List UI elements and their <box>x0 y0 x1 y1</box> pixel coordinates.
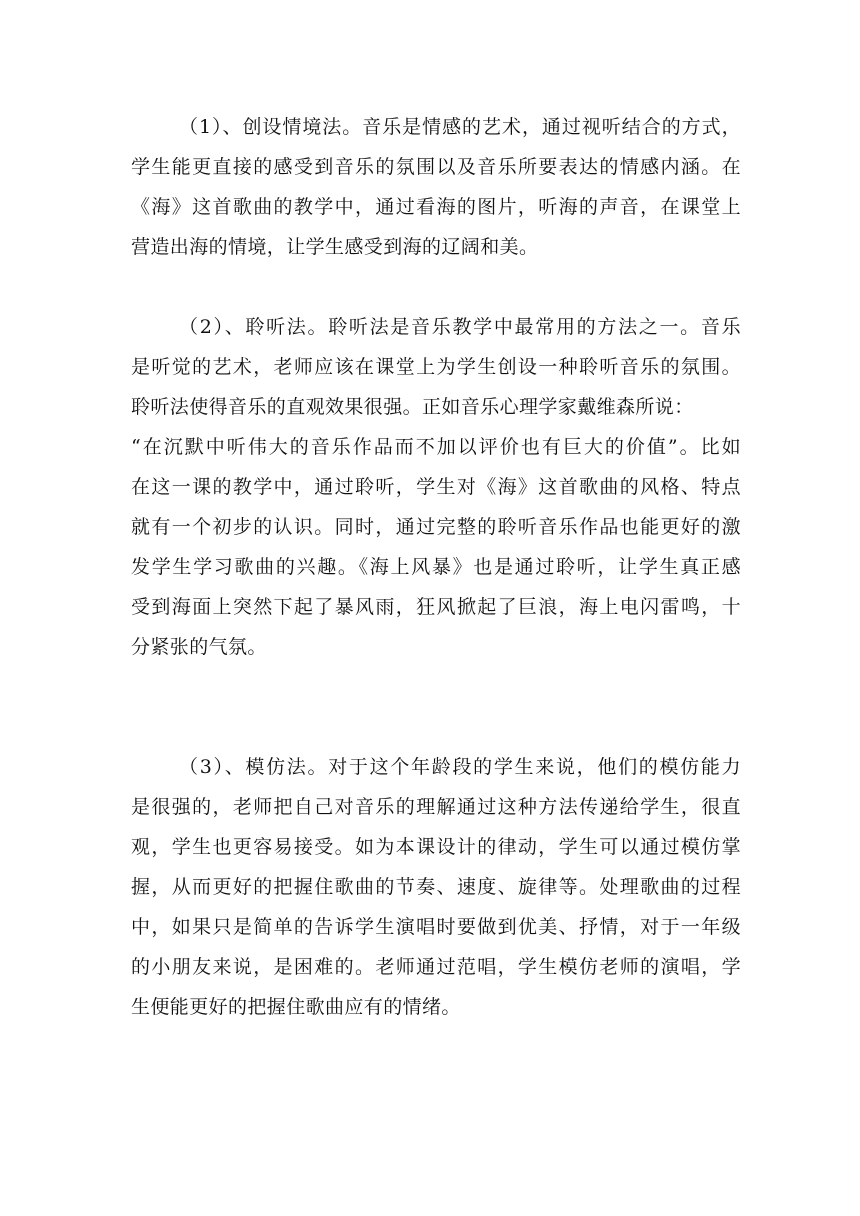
paragraph-line: 《海》这首歌曲的教学中，通过看海的图片，听海的声音，在课堂上 <box>131 196 741 218</box>
paragraph-line: 营造出海的情境，让学生感受到海的辽阔和美。 <box>131 236 539 258</box>
paragraph-line: 在这一课的教学中，通过聆听，学生对《海》这首歌曲的风格、特点 <box>131 476 741 498</box>
paragraph-line: 受到海面上突然下起了暴风雨，狂风掀起了巨浪，海上电闪雷鸣，十 <box>131 596 741 618</box>
paragraph-listening-method <box>131 307 741 667</box>
paragraph-situation-method <box>131 107 741 267</box>
paragraph-line: 是听觉的艺术，老师应该在课堂上为学生创设一种聆听音乐的氛围。 <box>131 356 741 378</box>
paragraph-line: 聆听法使得音乐的直观效果很强。正如音乐心理学家戴维森所说： <box>131 396 694 418</box>
paragraph-line: 的小朋友来说，是困难的。老师通过范唱，学生模仿老师的演唱，学 <box>131 956 741 978</box>
paragraph-line: “在沉默中听伟大的音乐作品而不加以评价也有巨大的价值”。比如 <box>131 436 741 458</box>
paragraph-imitation-method <box>131 747 741 1027</box>
paragraph-line: （1）、创设情境法。音乐是情感的艺术，通过视听结合的方式， <box>179 116 741 138</box>
paragraph-line: 发学生学习歌曲的兴趣。《海上风暴》也是通过聆听，让学生真正感 <box>131 556 741 578</box>
paragraph-line: 握，从而更好的把握住歌曲的节奏、速度、旋律等。处理歌曲的过程 <box>131 876 741 898</box>
paragraph-line: 生便能更好的把握住歌曲应有的情绪。 <box>131 996 461 1018</box>
paragraph-line: 观，学生也更容易接受。如为本课设计的律动，学生可以通过模仿掌 <box>131 836 741 858</box>
paragraph-line: 中，如果只是简单的告诉学生演唱时要做到优美、抒情，对于一年级 <box>131 916 741 938</box>
paragraph-line: 就有一个初步的认识。同时，通过完整的聆听音乐作品也能更好的激 <box>131 516 741 538</box>
paragraph-line: （2）、聆听法。聆听法是音乐教学中最常用的方法之一。音乐 <box>179 316 741 338</box>
paragraph-line: 是很强的，老师把自己对音乐的理解通过这种方法传递给学生，很直 <box>131 796 741 818</box>
paragraph-line: 学生能更直接的感受到音乐的氛围以及音乐所要表达的情感内涵。在 <box>131 156 741 178</box>
paragraph-line: 分紧张的气氛。 <box>131 636 267 658</box>
paragraph-line: （3）、模仿法。对于这个年龄段的学生来说，他们的模仿能力 <box>179 756 741 778</box>
